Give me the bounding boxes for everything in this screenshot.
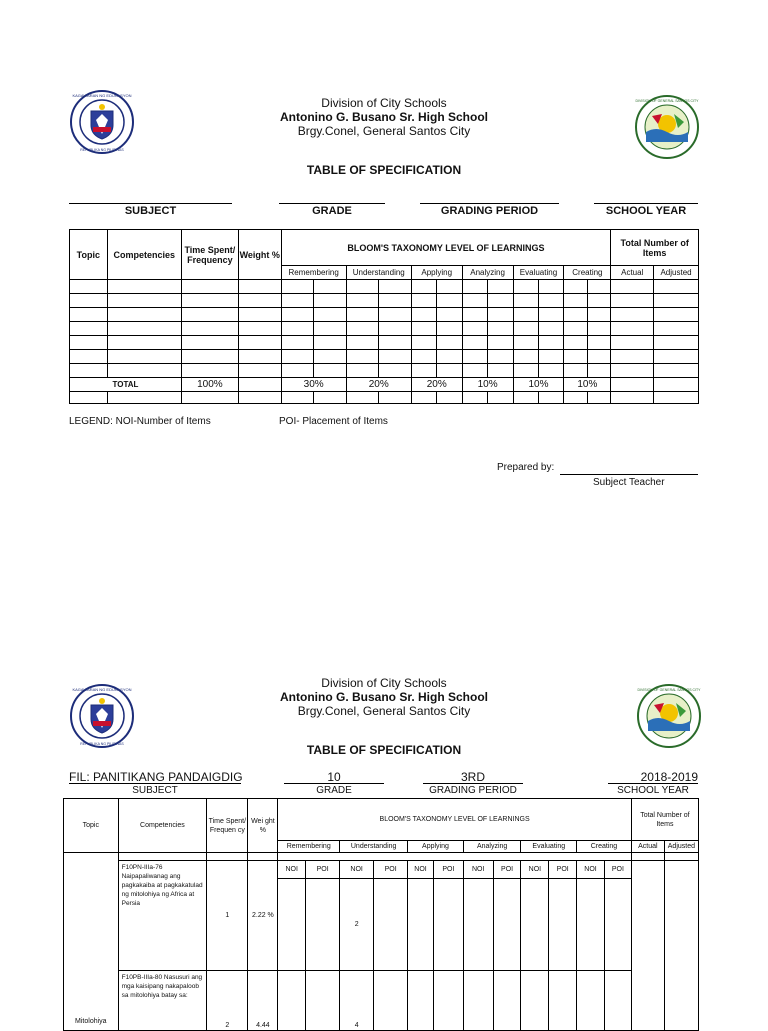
time-spent-header: Time Spent/ Frequency — [181, 230, 238, 280]
table-cell — [564, 336, 587, 350]
table-cell — [379, 308, 412, 322]
subject-line — [69, 783, 241, 784]
table-cell — [181, 322, 238, 336]
time-spent-header: Time Spent/ Frequen cy — [207, 799, 248, 853]
poi-label: POI — [549, 861, 577, 879]
table-cell — [654, 280, 699, 294]
table-cell — [181, 336, 238, 350]
total-items-header: Total Number of Items — [631, 799, 698, 841]
table-cell — [238, 350, 281, 364]
table-cell — [437, 322, 462, 336]
year-line — [594, 203, 698, 204]
table-cell — [513, 322, 538, 336]
actual-header: Actual — [611, 266, 654, 280]
table-row — [70, 294, 699, 308]
total-analyzing: 10% — [462, 378, 513, 392]
deped-seal-bottom-text: REPUBLIKA NG PILIPINAS — [80, 742, 124, 746]
table-cell — [379, 294, 412, 308]
table-cell — [107, 280, 181, 294]
table-cell — [587, 350, 611, 364]
table-cell — [411, 364, 436, 378]
tos-table-filled — [63, 798, 699, 1031]
table-cell — [513, 392, 538, 404]
adjusted-header: Adjusted — [654, 266, 699, 280]
table-cell — [281, 294, 314, 308]
level-understanding: Understanding — [340, 841, 408, 853]
total-time: 100% — [181, 378, 238, 392]
table-cell — [437, 336, 462, 350]
table-cell — [181, 350, 238, 364]
level-remembering: Remembering — [278, 841, 340, 853]
total-label: TOTAL — [70, 378, 182, 392]
table-cell — [437, 392, 462, 404]
empty-rows — [70, 280, 699, 378]
table-cell — [281, 336, 314, 350]
table-cell — [611, 336, 654, 350]
table-cell — [70, 308, 108, 322]
table-cell — [488, 280, 513, 294]
weight-header: Weight % — [238, 230, 281, 280]
table-cell — [281, 322, 314, 336]
table-cell — [654, 350, 699, 364]
table-row — [64, 971, 699, 1031]
table-cell — [513, 364, 538, 378]
table-cell — [107, 336, 181, 350]
table-cell — [587, 308, 611, 322]
table-cell — [107, 308, 181, 322]
table-cell — [611, 322, 654, 336]
noi-label: NOI — [521, 861, 549, 879]
table-cell — [654, 336, 699, 350]
table-cell — [181, 392, 238, 404]
table-cell — [314, 322, 347, 336]
table-cell — [346, 350, 379, 364]
subject-value: FIL: PANITIKANG PANDAIGDIG — [69, 770, 243, 784]
page-title: TABLE OF SPECIFICATION — [306, 743, 462, 757]
table-cell — [70, 336, 108, 350]
table-cell — [587, 280, 611, 294]
table-cell — [437, 350, 462, 364]
level-analyzing: Analyzing — [463, 841, 521, 853]
year-label: SCHOOL YEAR — [617, 785, 689, 796]
total-understanding: 20% — [346, 378, 411, 392]
poi-label: POI — [374, 861, 408, 879]
division-name: Division of City Schools — [321, 676, 447, 690]
table-cell — [70, 364, 108, 378]
deped-seal-text: KAGAWARAN NG EDUKASYON — [72, 687, 132, 692]
school-address: Brgy.Conel, General Santos City — [297, 704, 471, 718]
table-cell — [70, 322, 108, 336]
table-cell — [611, 294, 654, 308]
table-cell — [411, 336, 436, 350]
table-cell — [346, 308, 379, 322]
noi-label: NOI — [577, 861, 605, 879]
grade-value: 10 — [327, 770, 341, 784]
table-cell — [488, 364, 513, 378]
table-cell — [488, 308, 513, 322]
table-cell — [181, 280, 238, 294]
year-label: SCHOOL YEAR — [605, 205, 687, 217]
total-weight — [238, 378, 281, 392]
prepared-by-role: Subject Teacher — [593, 477, 665, 488]
level-remembering: Remembering — [281, 266, 346, 280]
table-cell — [411, 308, 436, 322]
table-cell — [411, 392, 436, 404]
understanding-noi-2: 4 — [340, 971, 374, 1031]
competency-2: F10PB-IIIa-80 Nasusuri ang mga kaisipang nakapaloob sa mitolohiya batay sa: — [118, 971, 207, 1031]
table-cell — [488, 350, 513, 364]
period-label: GRADING PERIOD — [440, 205, 539, 217]
table-cell — [314, 308, 347, 322]
table-cell — [281, 350, 314, 364]
table-cell — [411, 350, 436, 364]
table-cell — [281, 364, 314, 378]
table-cell — [437, 294, 462, 308]
prepared-by-label: Prepared by: — [497, 462, 555, 473]
table-cell — [538, 364, 563, 378]
table-cell — [587, 336, 611, 350]
table-cell — [513, 336, 538, 350]
weight-2: 4.44 — [248, 971, 278, 1031]
table-cell — [462, 364, 487, 378]
poi-label: POI — [306, 861, 340, 879]
table-cell — [587, 294, 611, 308]
tos-table — [69, 229, 699, 404]
table-cell — [379, 392, 412, 404]
level-evaluating: Evaluating — [513, 266, 564, 280]
table-cell — [181, 364, 238, 378]
table-cell — [462, 294, 487, 308]
table-cell — [538, 308, 563, 322]
time-2: 2 — [207, 971, 248, 1031]
table-cell — [462, 336, 487, 350]
noi-poi-row — [64, 861, 699, 879]
table-cell — [564, 350, 587, 364]
table-row — [70, 350, 699, 364]
table-cell — [654, 364, 699, 378]
table-cell — [611, 392, 654, 404]
table-cell — [437, 308, 462, 322]
table-cell — [488, 294, 513, 308]
table-cell — [538, 350, 563, 364]
noi-label: NOI — [463, 861, 493, 879]
total-creating: 10% — [564, 378, 611, 392]
table-cell — [238, 336, 281, 350]
poi-label: POI — [433, 861, 463, 879]
level-creating: Creating — [564, 266, 611, 280]
school-address: Brgy.Conel, General Santos City — [297, 124, 471, 138]
total-applying: 20% — [411, 378, 462, 392]
table-cell — [238, 280, 281, 294]
table-cell — [346, 322, 379, 336]
table-cell — [281, 308, 314, 322]
table-cell — [513, 294, 538, 308]
table-cell — [238, 392, 281, 404]
total-actual — [611, 378, 654, 392]
grade-label: GRADE — [316, 785, 352, 796]
table-cell — [587, 322, 611, 336]
school-header — [0, 676, 768, 718]
table-cell — [346, 364, 379, 378]
table-cell — [654, 294, 699, 308]
table-cell — [70, 350, 108, 364]
table-cell — [513, 308, 538, 322]
table-cell — [462, 350, 487, 364]
table-cell — [564, 294, 587, 308]
table-cell — [462, 322, 487, 336]
table-cell — [654, 392, 699, 404]
weight-header: Wei ght % — [248, 799, 278, 853]
table-cell — [538, 294, 563, 308]
table-cell — [314, 294, 347, 308]
table-cell — [488, 336, 513, 350]
period-line — [420, 203, 559, 204]
period-label: GRADING PERIOD — [429, 785, 517, 796]
school-header — [0, 96, 768, 138]
table-cell — [181, 294, 238, 308]
table-cell — [314, 280, 347, 294]
understanding-noi-1: 2 — [340, 879, 374, 971]
table-row — [70, 308, 699, 322]
signature-line — [560, 474, 698, 475]
table-cell — [538, 322, 563, 336]
table-cell — [379, 322, 412, 336]
table-cell — [181, 308, 238, 322]
table-cell — [346, 336, 379, 350]
grade-line — [284, 783, 384, 784]
table-cell — [587, 392, 611, 404]
topic-header: Topic — [64, 799, 119, 853]
competency-1: F10PN-IIIa-76 Naipapaliwanag ang pagkakaiba at pagkakatulad ng mitolohiya ng Africa at Persia — [118, 861, 207, 971]
table-cell — [314, 350, 347, 364]
year-value: 2018-2019 — [640, 770, 698, 784]
table-cell — [564, 392, 587, 404]
total-evaluating: 10% — [513, 378, 564, 392]
deped-seal-text: KAGAWARAN NG EDUKASYON — [72, 93, 132, 98]
subject-label: SUBJECT — [124, 205, 177, 217]
table-cell — [70, 294, 108, 308]
blooms-header: BLOOM'S TAXONOMY LEVEL OF LEARNINGS — [278, 799, 632, 841]
table-cell — [611, 308, 654, 322]
table-cell — [70, 392, 108, 404]
table-cell — [238, 294, 281, 308]
table-cell — [107, 322, 181, 336]
table-cell — [411, 322, 436, 336]
level-understanding: Understanding — [346, 266, 411, 280]
table-cell — [437, 364, 462, 378]
noi-label: NOI — [340, 861, 374, 879]
poi-label: POI — [493, 861, 521, 879]
table-cell — [564, 322, 587, 336]
table-cell — [538, 280, 563, 294]
table-cell — [611, 364, 654, 378]
table-cell — [238, 322, 281, 336]
school-name: Antonino G. Busano Sr. High School — [280, 690, 488, 704]
level-analyzing: Analyzing — [462, 266, 513, 280]
grade-line — [279, 203, 385, 204]
table-cell — [538, 336, 563, 350]
table-cell — [107, 364, 181, 378]
table-cell — [107, 294, 181, 308]
adjusted-header: Adjusted — [664, 841, 698, 853]
level-applying: Applying — [408, 841, 464, 853]
poi-label: POI — [604, 861, 631, 879]
table-cell — [70, 280, 108, 294]
table-cell — [488, 322, 513, 336]
table-cell — [462, 308, 487, 322]
competencies-header: Competencies — [107, 230, 181, 280]
table-cell — [411, 294, 436, 308]
table-cell — [346, 294, 379, 308]
table-cell — [411, 280, 436, 294]
table-cell — [611, 280, 654, 294]
table-cell — [488, 392, 513, 404]
table-cell — [107, 392, 181, 404]
table-row — [70, 336, 699, 350]
table-cell — [107, 350, 181, 364]
table-row — [70, 322, 699, 336]
table-row — [70, 364, 699, 378]
deped-seal-bottom-text: REPUBLIKA NG PILIPINAS — [80, 148, 124, 152]
level-applying: Applying — [411, 266, 462, 280]
level-evaluating: Evaluating — [521, 841, 577, 853]
table-cell — [437, 280, 462, 294]
table-cell — [513, 280, 538, 294]
actual-header: Actual — [631, 841, 664, 853]
division-name: Division of City Schools — [321, 96, 447, 110]
level-creating: Creating — [577, 841, 632, 853]
blooms-header: BLOOM'S TAXONOMY LEVEL OF LEARNINGS — [281, 230, 611, 266]
gensan-seal-text: DIVISION OF GENERAL SANTOS CITY — [637, 688, 701, 692]
competencies-header: Competencies — [118, 799, 207, 853]
table-cell — [281, 280, 314, 294]
total-remembering: 30% — [281, 378, 346, 392]
grade-label: GRADE — [312, 205, 352, 217]
table-cell — [314, 364, 347, 378]
table-cell — [513, 350, 538, 364]
table-cell — [564, 280, 587, 294]
period-value: 3RD — [460, 770, 485, 784]
noi-label: NOI — [278, 861, 306, 879]
period-line — [423, 783, 523, 784]
gensan-seal-text: DIVISION OF GENERAL SANTOS CITY — [635, 99, 699, 103]
topic-cell: Mitolohiya — [64, 853, 119, 1031]
table-cell — [379, 350, 412, 364]
legend-noi: LEGEND: NOI-Number of Items — [69, 416, 211, 427]
time-1: 1 — [207, 861, 248, 971]
table-row — [70, 280, 699, 294]
table-cell — [564, 308, 587, 322]
total-adjusted — [654, 378, 699, 392]
table-cell — [654, 308, 699, 322]
table-cell — [379, 280, 412, 294]
topic-header: Topic — [70, 230, 108, 280]
table-row — [70, 392, 699, 404]
noi-label: NOI — [408, 861, 434, 879]
table-cell — [379, 364, 412, 378]
table-cell — [462, 392, 487, 404]
year-line — [608, 783, 698, 784]
table-cell — [379, 336, 412, 350]
table-cell — [346, 280, 379, 294]
table-cell — [238, 308, 281, 322]
table-cell — [538, 392, 563, 404]
table-cell — [346, 392, 379, 404]
page-title: TABLE OF SPECIFICATION — [306, 163, 462, 177]
table-cell — [314, 336, 347, 350]
table-cell — [611, 350, 654, 364]
table-cell — [587, 364, 611, 378]
table-cell — [281, 392, 314, 404]
table-cell — [654, 322, 699, 336]
table-cell — [238, 364, 281, 378]
spacer-row — [64, 853, 699, 861]
weight-1: 2.22 % — [248, 861, 278, 971]
subject-label: SUBJECT — [132, 785, 178, 796]
total-items-header: Total Number of Items — [611, 230, 699, 266]
table-cell — [462, 280, 487, 294]
legend-poi: POI- Placement of Items — [279, 416, 388, 427]
subject-line — [69, 203, 232, 204]
school-name: Antonino G. Busano Sr. High School — [280, 110, 488, 124]
table-cell — [564, 364, 587, 378]
table-cell — [314, 392, 347, 404]
